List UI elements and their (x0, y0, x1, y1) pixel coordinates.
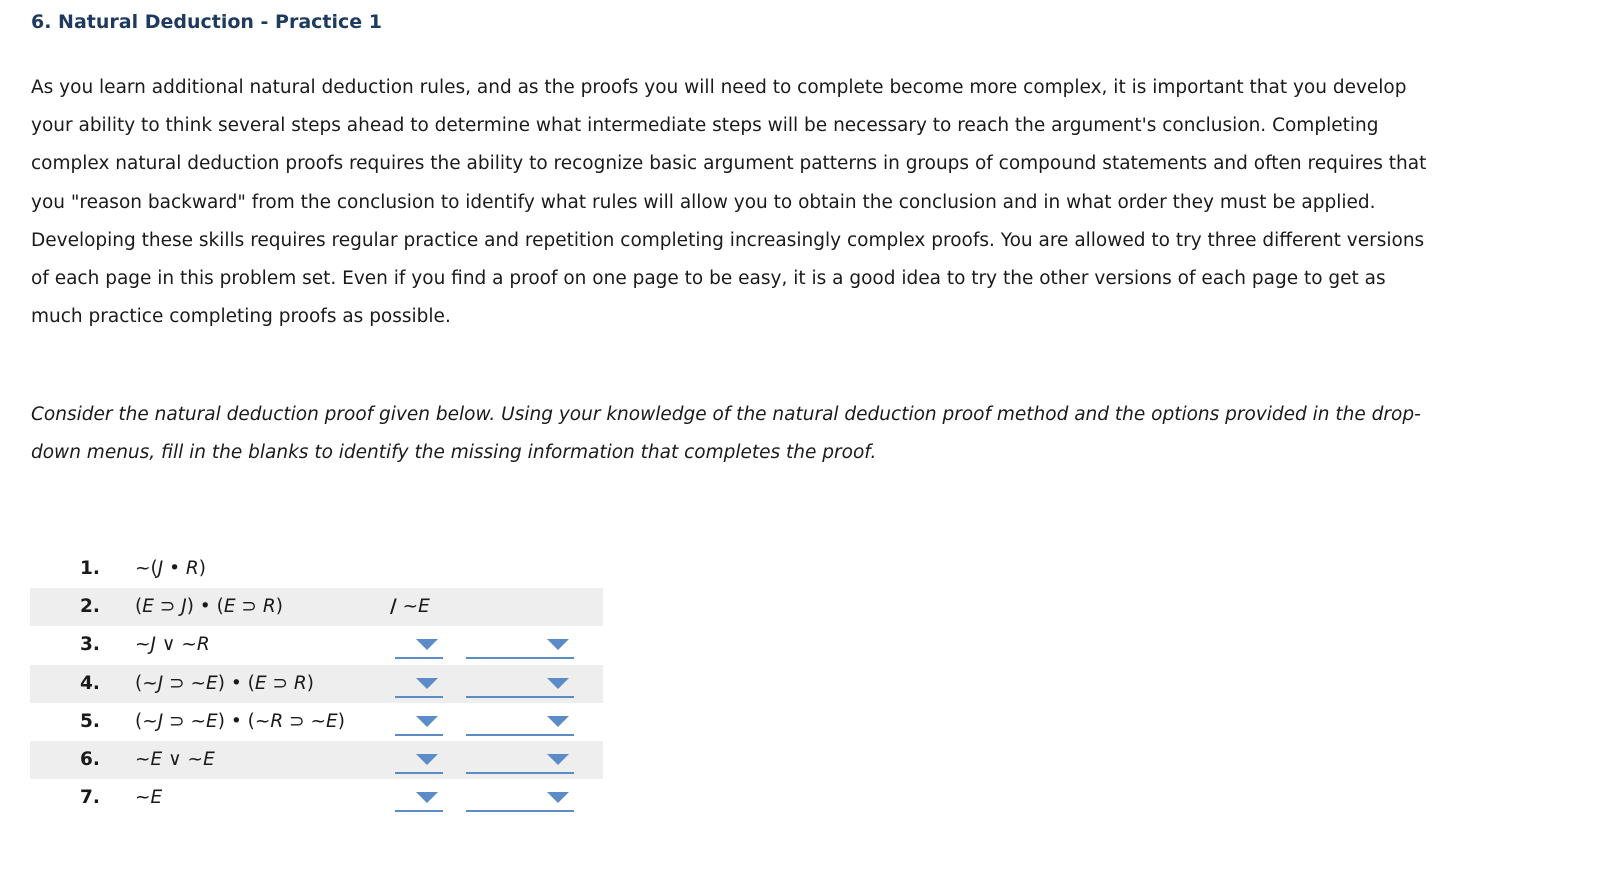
proof-row (30, 703, 603, 741)
intro-line: much practice completing proofs as possible. (31, 306, 451, 328)
line-number: 6. (80, 748, 100, 770)
caret-down-icon[interactable] (416, 754, 438, 765)
conclusion-slash: / (390, 596, 397, 618)
line-number: 5. (80, 710, 100, 732)
formula: (~J ⊃ ~E) • (E ⊃ R) (135, 672, 314, 694)
line-number: 4. (80, 672, 100, 694)
instructions-line: down menus, fill in the blanks to identify the missing information that completes the proof. (31, 442, 877, 464)
line-number: 3. (80, 634, 100, 656)
justification-rule-dropdown[interactable] (466, 711, 574, 736)
page-title: 6. Natural Deduction - Practice 1 (31, 11, 382, 33)
line-number: 2. (80, 596, 100, 618)
justification-lines-dropdown[interactable] (395, 634, 443, 659)
caret-down-icon[interactable] (416, 716, 438, 727)
caret-down-icon[interactable] (547, 716, 569, 727)
caret-down-icon[interactable] (416, 792, 438, 803)
caret-down-icon[interactable] (547, 639, 569, 650)
justification-lines-dropdown[interactable] (395, 749, 443, 774)
instructions-paragraph (31, 396, 1531, 472)
proof-row (30, 588, 603, 626)
proof-row (30, 741, 603, 779)
intro-line: you "reason backward" from the conclusion to identify what rules will allow you to obtain the conclusion and in what order they must be applied. (31, 191, 1376, 213)
proof-table (30, 550, 603, 817)
intro-line: of each page in this problem set. Even if you find a proof on one page to be easy, it is a good idea to try the other versions of each page to get as (31, 268, 1386, 290)
caret-down-icon[interactable] (547, 678, 569, 689)
caret-down-icon[interactable] (416, 678, 438, 689)
formula: ~E ∨ ~E (135, 748, 215, 770)
formula: (E ⊃ J) • (E ⊃ R) (135, 596, 283, 618)
formula: (~J ⊃ ~E) • (~R ⊃ ~E) (135, 710, 345, 732)
conclusion (390, 588, 430, 626)
conclusion-expression: ~E (402, 596, 430, 618)
justification-lines-dropdown[interactable] (395, 787, 443, 812)
intro-line: As you learn additional natural deduction rules, and as the proofs you will need to complete become more complex, it is important that you develop (31, 77, 1407, 98)
caret-down-icon[interactable] (547, 792, 569, 803)
proof-row (30, 626, 603, 664)
justification-rule-dropdown[interactable] (466, 787, 574, 812)
justification-lines-dropdown[interactable] (395, 711, 443, 736)
formula: ~(J • R) (135, 558, 206, 579)
justification-rule-dropdown[interactable] (466, 749, 574, 774)
intro-line: Developing these skills requires regular practice and repetition completing increasingly complex proofs. You are allowed to try three different versions (31, 229, 1425, 251)
instructions-line: Consider the natural deduction proof given below. Using your knowledge of the natural deduction proof method and the options provided in the drop- (31, 404, 1421, 425)
caret-down-icon[interactable] (547, 754, 569, 765)
proof-row (30, 665, 603, 703)
formula: ~J ∨ ~R (135, 634, 210, 656)
intro-line: complex natural deduction proofs requires the ability to recognize basic argument patterns in groups of compound statements and often requires that (31, 153, 1427, 175)
justification-lines-dropdown[interactable] (395, 673, 443, 698)
caret-down-icon[interactable] (416, 639, 438, 650)
justification-rule-dropdown[interactable] (466, 673, 574, 698)
intro-paragraph (31, 69, 1531, 336)
proof-row (30, 550, 603, 588)
justification-rule-dropdown[interactable] (466, 634, 574, 659)
proof-row (30, 779, 603, 817)
formula: ~E (135, 787, 163, 809)
line-number: 7. (80, 787, 100, 809)
intro-line: your ability to think several steps ahead to determine what intermediate steps will be necessary to reach the argument's conclusion. Completing (31, 115, 1379, 137)
line-number: 1. (80, 558, 100, 579)
